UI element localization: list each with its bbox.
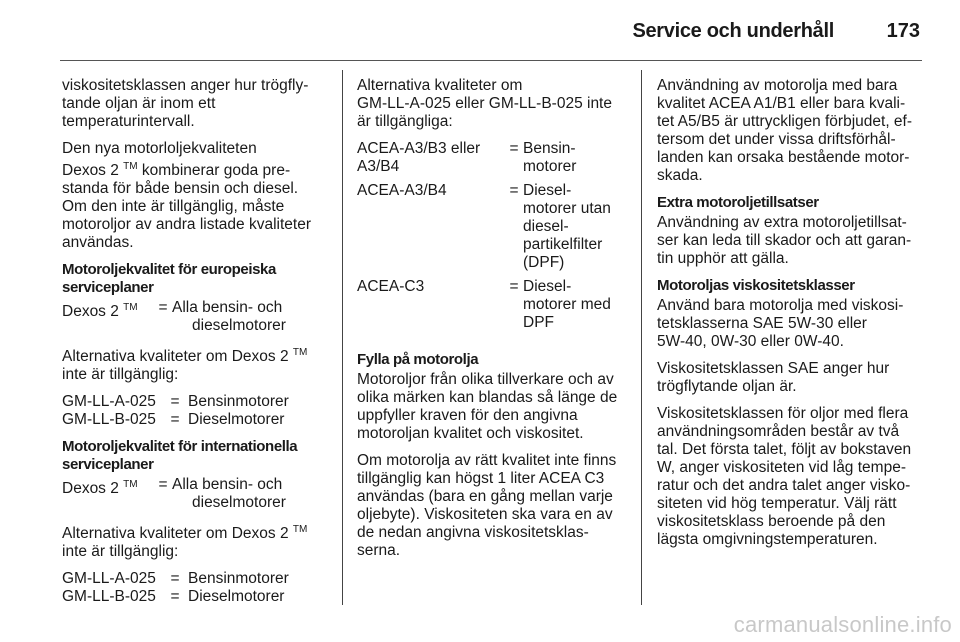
spec-value: Dieselmotorer	[188, 411, 285, 429]
text-line: Den nya motorloljekvaliteten	[62, 140, 257, 157]
text-line: Använd bara motorolja med viskosi-	[657, 297, 904, 314]
spec-value	[172, 476, 330, 512]
text-line: användas (bara en gång mellan varje	[357, 488, 613, 505]
text-line: ratur och det andra talet anger visko-	[657, 477, 911, 494]
spec-row	[357, 182, 627, 272]
text-line: siteten vid hög temperatur. Välj rätt	[657, 495, 897, 512]
text-fragment: Dexos 2	[62, 480, 124, 498]
paragraph	[657, 214, 925, 268]
column-2	[357, 77, 627, 569]
spec-value: Bensinmotorer	[188, 393, 289, 411]
spec-equals: =	[170, 411, 180, 429]
spec-table	[62, 476, 330, 512]
text-line: trögflytande oljan är.	[657, 378, 797, 395]
text-line: dieselmotorer	[192, 494, 286, 512]
spec-value: Dieselmotorer	[188, 588, 285, 606]
spec-key	[357, 278, 505, 332]
text-line: motorer	[523, 158, 577, 175]
paragraph	[657, 77, 925, 185]
text-line: motoroljan kvalitet och viskositet.	[357, 425, 584, 442]
page-header	[0, 0, 960, 62]
text-line: ACEA-A3/B4	[357, 182, 447, 199]
text-line: Användning av motorolja med bara	[657, 77, 898, 94]
text-line: serna.	[357, 542, 401, 559]
text-line: viskositetsklassen anger hur trögfly-	[62, 77, 309, 94]
text-fragment: Alternativa kvaliteter om Dexos 2	[62, 348, 293, 366]
text-line: motoroljor av andra listade kvaliteter	[62, 216, 311, 234]
spec-row	[357, 140, 627, 176]
text-line: W, anger viskositeten vid låg tempe-	[657, 459, 906, 476]
text-line: Användning av extra motoroljetillsat-	[657, 214, 907, 231]
spec-table	[62, 393, 330, 429]
spec-row	[62, 588, 330, 606]
text-line: Alla bensin- och	[172, 299, 283, 317]
subheading: Extra motoroljetillsatser	[657, 194, 819, 211]
header-rule	[60, 60, 922, 61]
column-divider-2	[641, 70, 642, 605]
paragraph	[357, 371, 627, 443]
subheading-line: Motoroljekvalitet för europeiska	[62, 261, 276, 279]
text-line: tet A5/B5 är uttryckligen förbjudet, ef-	[657, 113, 913, 130]
text-line: 5W-40, 0W-30 eller 0W-40.	[657, 333, 844, 350]
paragraph	[62, 344, 330, 384]
spec-key: GM-LL-B-025	[62, 411, 156, 429]
text-line: (DPF)	[523, 254, 565, 271]
text-line: A3/B4	[357, 158, 400, 175]
page-number: 173	[886, 20, 920, 42]
text-line: de nedan angivna viskositetsklas-	[357, 524, 589, 541]
text-line: uppfyller kraven för den angivna	[357, 407, 578, 424]
spec-table	[62, 570, 330, 606]
paragraph	[657, 405, 925, 549]
spec-equals: =	[158, 299, 168, 317]
section-title: Service och underhåll	[632, 20, 834, 42]
text-line: Diesel-	[523, 278, 572, 295]
text-line: användningsområden består av två	[657, 423, 900, 440]
spec-row	[62, 393, 330, 411]
subheading: Fylla på motorolja	[357, 351, 479, 368]
column-divider-1	[342, 70, 343, 605]
spec-equals: =	[509, 278, 519, 295]
spec-equals: =	[509, 182, 519, 199]
text-line: diesel-	[523, 218, 569, 235]
text-line: GM-LL-A-025 eller GM-LL-B-025 inte	[357, 95, 612, 112]
text-line: är tillgängliga:	[357, 113, 453, 130]
paragraph	[62, 140, 330, 252]
text-line: Viskositetsklassen SAE anger hur	[657, 360, 890, 377]
text-fragment: Dexos 2	[62, 303, 124, 321]
text-line: inte är tillgänglig:	[62, 366, 179, 384]
spec-equals: =	[170, 393, 180, 411]
text-line: skada.	[657, 167, 703, 184]
text-line: tal. Det första talet, följt av bokstaven	[657, 441, 912, 458]
spec-equals: =	[170, 570, 180, 588]
text-line: viskositetsklass beroende på den	[657, 513, 886, 530]
text-line	[62, 158, 330, 180]
text-line	[62, 344, 330, 366]
subheading	[62, 261, 330, 297]
spec-key: GM-LL-A-025	[62, 570, 156, 588]
text-line: partikelfilter	[523, 236, 603, 253]
subheading-line: Motoroljekvalitet för internationella	[62, 438, 298, 456]
text-line: ACEA-A3/B3 eller	[357, 140, 481, 157]
watermark: carmanualsonline.info	[733, 612, 952, 637]
text-line: motorer utan	[523, 200, 611, 217]
text-line: DPF	[523, 314, 554, 331]
trademark-mark: TM	[123, 161, 138, 172]
spec-row	[357, 278, 627, 332]
paragraph	[657, 297, 925, 351]
subheading-line: serviceplaner	[62, 279, 154, 297]
spec-key: GM-LL-A-025	[62, 393, 156, 411]
spec-key	[62, 299, 154, 335]
spec-key: GM-LL-B-025	[62, 588, 156, 606]
text-line: Alternativa kvaliteter om	[357, 77, 523, 94]
text-line: tetsklasserna SAE 5W-30 eller	[657, 315, 867, 332]
text-line: ACEA-C3	[357, 278, 425, 295]
text-line: Diesel-	[523, 182, 572, 199]
spec-key	[62, 476, 154, 512]
spec-equals: =	[158, 476, 168, 494]
text-line: tillgänglig kan högst 1 liter ACEA C3	[357, 470, 605, 487]
text-line: Viskositetsklassen för oljor med flera	[657, 405, 909, 422]
text-fragment: Alternativa kvaliteter om Dexos 2	[62, 525, 293, 543]
text-line: olika märken kan blandas så länge de	[357, 389, 618, 406]
subheading: Motoroljas viskositetsklasser	[657, 277, 855, 294]
text-line: standa för både bensin och diesel.	[62, 180, 299, 198]
text-line: inte är tillgänglig:	[62, 543, 179, 561]
text-line: kvalitet ACEA A1/B1 eller bara kvali-	[657, 95, 906, 112]
text-line: Om motorolja av rätt kvalitet inte finns	[357, 452, 617, 469]
paragraph	[62, 521, 330, 561]
spec-value	[523, 278, 627, 332]
trademark-mark: TM	[292, 347, 308, 359]
paragraph	[62, 77, 330, 131]
text-line: Om den inte är tillgänglig, måste	[62, 198, 285, 216]
text-line: dieselmotorer	[192, 317, 286, 335]
column-3	[657, 77, 925, 558]
subheading	[62, 438, 330, 474]
spec-value: Bensinmotorer	[188, 570, 289, 588]
text-line: tande oljan är inom ett	[62, 95, 216, 112]
text-fragment: Dexos 2	[62, 162, 124, 180]
trademark-mark: TM	[123, 479, 138, 491]
paragraph	[357, 452, 627, 560]
text-line: lägsta omgivningstemperaturen.	[657, 531, 878, 548]
spec-row	[62, 476, 330, 512]
text-line: oljebyte). Viskositeten ska vara en av	[357, 506, 613, 523]
spec-row	[62, 299, 330, 335]
text-line: ser kan leda till skador och att garan-	[657, 232, 912, 249]
spec-table	[357, 140, 627, 332]
text-line: motorer med	[523, 296, 611, 313]
text-line: tersom det under vissa driftsförhål-	[657, 131, 896, 148]
text-fragment: kombinerar goda pre-	[137, 162, 291, 180]
text-line	[62, 521, 330, 543]
paragraph	[657, 360, 925, 396]
spacer	[357, 341, 627, 351]
paragraph	[357, 77, 627, 131]
text-line: Motoroljor från olika tillverkare och av	[357, 371, 614, 388]
spec-key	[357, 182, 505, 272]
spec-value	[172, 299, 330, 335]
trademark-mark: TM	[292, 524, 308, 536]
spec-row	[62, 570, 330, 588]
spec-equals: =	[509, 140, 519, 157]
text-line: Alla bensin- och	[172, 476, 283, 494]
subheading-line: serviceplaner	[62, 456, 154, 474]
spec-table	[62, 299, 330, 335]
spec-key	[357, 140, 505, 176]
spec-row	[62, 411, 330, 429]
text-line: användas.	[62, 234, 134, 252]
text-line: landen kan orsaka bestående motor-	[657, 149, 910, 166]
spec-equals: =	[170, 588, 180, 606]
text-line: temperaturintervall.	[62, 113, 195, 130]
text-line: Bensin-	[523, 140, 576, 157]
trademark-mark: TM	[123, 302, 138, 314]
spec-value	[523, 182, 627, 272]
text-line: tin upphör att gälla.	[657, 250, 789, 267]
column-1	[62, 77, 330, 615]
spec-value	[523, 140, 627, 176]
